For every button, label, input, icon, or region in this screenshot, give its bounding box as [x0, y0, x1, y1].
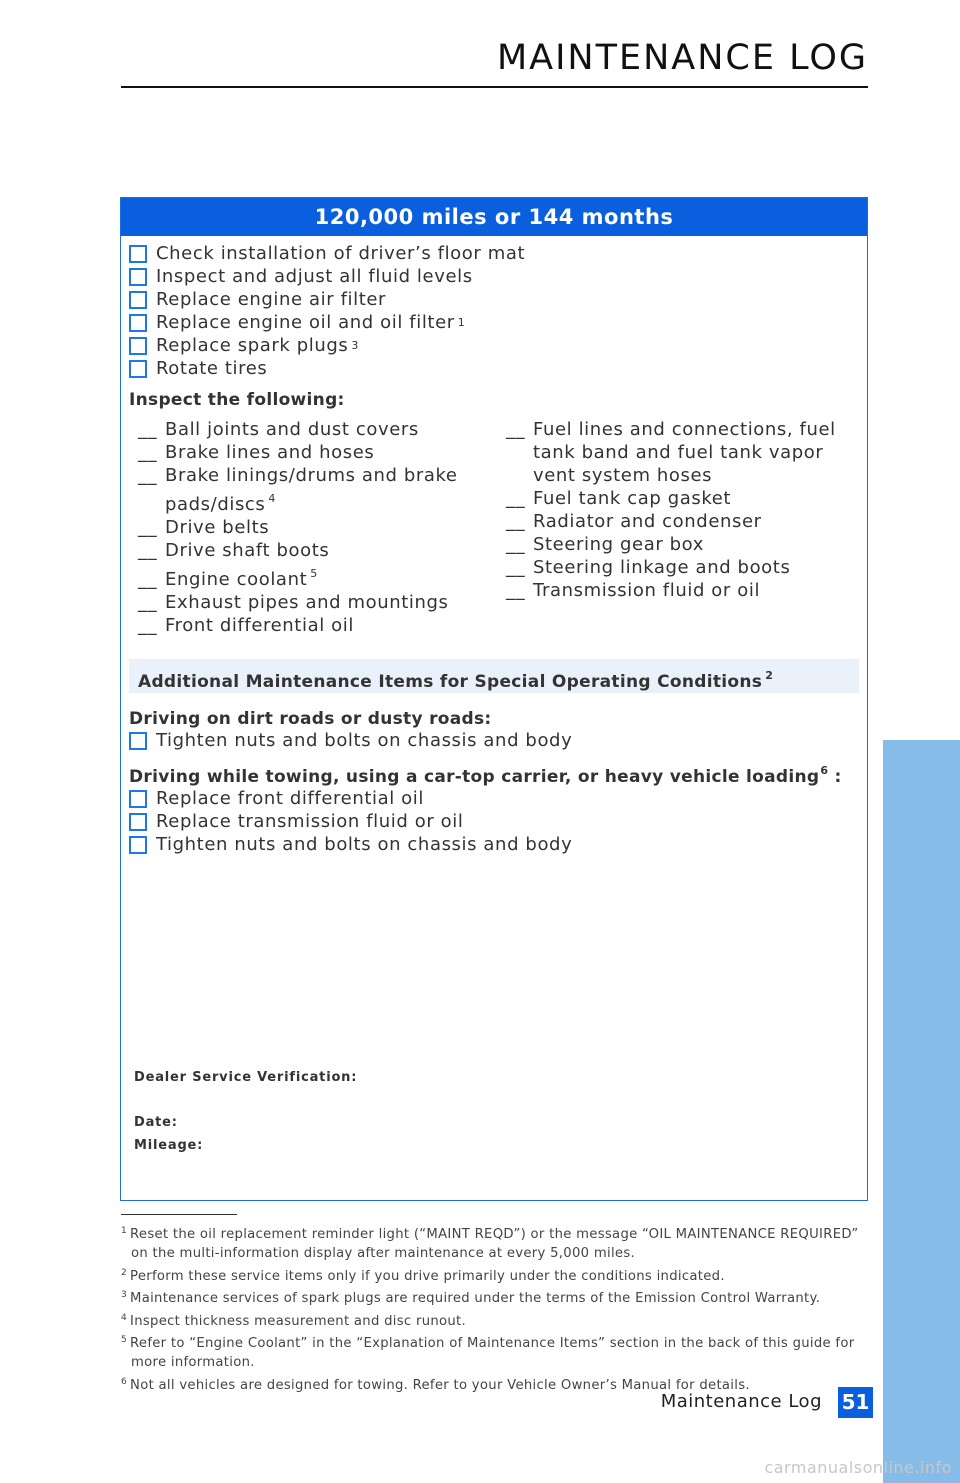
inspect-list-left	[138, 418, 506, 637]
inspect-item	[506, 418, 866, 487]
checklist-item	[129, 265, 867, 288]
checkbox[interactable]	[129, 360, 147, 378]
mileage-label: Mileage:	[134, 1138, 204, 1153]
blank-line: __	[506, 488, 526, 509]
blank-line: __	[138, 517, 158, 538]
checkbox[interactable]	[129, 732, 147, 750]
footnote	[121, 1286, 861, 1308]
inspect-item	[138, 614, 506, 637]
inspect-item-label: Drive belts	[165, 517, 270, 538]
service-checklist	[129, 242, 867, 380]
checklist-item	[129, 833, 867, 856]
towing-heading	[129, 764, 867, 787]
checklist-item-label: Replace spark plugs	[156, 335, 349, 356]
inspect-item	[138, 591, 506, 614]
footnote-number: 6	[121, 1376, 128, 1387]
footnote-number: 1	[121, 1226, 128, 1236]
checklist-item	[129, 311, 867, 334]
footnote-number: 4	[121, 1312, 128, 1323]
blank-line: __	[138, 592, 158, 613]
inspect-item-label: Steering linkage and boots	[533, 557, 791, 578]
checkbox[interactable]	[129, 337, 147, 355]
footnote-text: Maintenance services of spark plugs are required under the terms of the Emission Control Warranty.	[130, 1291, 821, 1307]
footnote-ref: 6	[820, 764, 829, 777]
checklist-item-label: Check installation of driver’s floor mat	[156, 243, 526, 264]
inspect-item-label: Front differential oil	[165, 615, 354, 636]
blank-line: __	[506, 580, 526, 601]
blank-line: __	[138, 419, 158, 440]
inspect-item-label: Fuel tank cap gasket	[533, 488, 732, 509]
footnote-text: Not all vehicles are designed for towing. Refer to your Vehicle Owner’s Manual for details.	[130, 1377, 750, 1393]
title-rule	[121, 86, 868, 88]
checkbox[interactable]	[129, 314, 147, 332]
inspect-item-label: Ball joints and dust covers	[165, 419, 419, 440]
inspect-item-label: Brake lines and hoses	[165, 442, 375, 463]
checklist-item-label: Replace transmission fluid or oil	[156, 811, 464, 832]
checklist-item	[129, 334, 867, 357]
checklist-item-label: Tighten nuts and bolts on chassis and body	[156, 834, 573, 855]
checklist-item-label: Tighten nuts and bolts on chassis and body	[156, 730, 573, 751]
inspect-item	[138, 516, 506, 539]
footnote-text: Inspect thickness measurement and disc runout.	[130, 1313, 467, 1329]
inspect-item	[506, 533, 866, 556]
additional-items-title: Additional Maintenance Items for Special Operating Conditions	[138, 672, 763, 692]
footnote-text: Reset the oil replacement reminder light (“MAINT REQD”) or the message “OIL MAINTENANCE REQUIRED” on the multi-information display after maintenance at every 5,000 miles.	[130, 1227, 859, 1262]
inspect-item-label: Fuel lines and connections, fuel tank band and fuel tank vapor vent system hoses	[533, 419, 836, 486]
checklist-item	[129, 787, 867, 810]
panel-header: 120,000 miles or 144 months	[121, 198, 867, 236]
blank-line: __	[138, 465, 158, 486]
checkbox[interactable]	[129, 291, 147, 309]
footnote-number: 5	[121, 1335, 128, 1346]
watermark: carmanualsonline.info	[764, 1458, 952, 1477]
inspect-item	[138, 418, 506, 441]
inspect-item-label: Drive shaft boots	[165, 540, 330, 561]
footnote	[121, 1309, 861, 1331]
additional-items-bar	[129, 659, 859, 693]
checkbox[interactable]	[129, 245, 147, 263]
checklist-item-label: Replace front differential oil	[156, 788, 424, 809]
page-number: 51	[838, 1387, 873, 1418]
footnotes	[121, 1222, 861, 1395]
inspect-item-label: Transmission fluid or oil	[533, 580, 761, 601]
dealer-service-verification-label: Dealer Service Verification:	[134, 1070, 358, 1085]
blank-line: __	[506, 557, 526, 578]
checklist-item	[129, 357, 867, 380]
inspect-item	[138, 562, 506, 591]
dealer-verification	[134, 1070, 357, 1183]
inspect-list-right	[506, 418, 866, 637]
blank-line: __	[506, 419, 526, 440]
checklist-item-label: Inspect and adjust all fluid levels	[156, 266, 473, 287]
checklist-item-label: Replace engine oil and oil filter	[156, 312, 455, 333]
inspect-item	[138, 464, 506, 516]
blank-line: __	[138, 540, 158, 561]
blank-line: __	[506, 511, 526, 532]
footnote-number: 2	[121, 1267, 128, 1278]
checklist-item	[129, 288, 867, 311]
towing-heading-text: Driving while towing, using a car-top carrier, or heavy vehicle loading	[129, 767, 820, 787]
towing-heading-colon: :	[828, 767, 842, 787]
inspect-item-label: Radiator and condenser	[533, 511, 762, 532]
checklist-item	[129, 729, 867, 752]
footnote-ref: 2	[765, 669, 774, 682]
blank-line: __	[138, 569, 158, 590]
footnote	[121, 1264, 861, 1286]
side-tab-label: MAINTENANCE	[786, 913, 817, 1137]
date-label: Date:	[134, 1115, 178, 1130]
footnote-number: 3	[121, 1290, 128, 1301]
checkbox[interactable]	[129, 813, 147, 831]
footnote	[121, 1222, 861, 1264]
footnote-rule	[121, 1214, 237, 1215]
footnote-ref: 4	[268, 492, 277, 505]
inspect-item-label: Brake linings/drums and brake pads/discs	[165, 465, 458, 515]
blank-line: __	[138, 442, 158, 463]
checklist-item	[129, 810, 867, 833]
checkbox[interactable]	[129, 790, 147, 808]
checkbox[interactable]	[129, 836, 147, 854]
checkbox[interactable]	[129, 268, 147, 286]
checklist-item-label: Rotate tires	[156, 358, 268, 379]
inspect-heading: Inspect the following:	[129, 390, 345, 410]
footnote-ref: 1	[457, 316, 466, 329]
dirt-roads-checklist	[129, 729, 867, 752]
maintenance-panel	[120, 197, 868, 1201]
footnote-text: Refer to “Engine Coolant” in the “Explanation of Maintenance Items” section in the back of this guide for more information.	[130, 1336, 855, 1371]
inspect-item	[506, 510, 866, 533]
inspect-item-label: Exhaust pipes and mountings	[165, 592, 449, 613]
footnote-ref: 3	[351, 339, 359, 352]
checklist-item-label: Replace engine air filter	[156, 289, 387, 310]
inspect-item	[506, 556, 866, 579]
towing-checklist	[129, 787, 867, 856]
blank-line: __	[138, 615, 158, 636]
checklist-item	[129, 242, 867, 265]
footer-section-label: Maintenance Log	[660, 1391, 822, 1412]
footnote	[121, 1331, 861, 1373]
inspect-item	[506, 487, 866, 510]
inspect-columns	[121, 418, 867, 637]
inspect-item	[506, 579, 866, 602]
page-title: MAINTENANCE LOG	[496, 38, 868, 78]
inspect-item-label: Steering gear box	[533, 534, 704, 555]
blank-line: __	[506, 534, 526, 555]
inspect-item-label: Engine coolant	[165, 569, 308, 590]
dirt-roads-heading: Driving on dirt roads or dusty roads:	[129, 709, 492, 729]
footnote-text: Perform these service items only if you drive primarily under the conditions indicated.	[130, 1268, 725, 1284]
inspect-item	[138, 441, 506, 464]
footnote-ref: 5	[310, 567, 318, 580]
inspect-item	[138, 539, 506, 562]
